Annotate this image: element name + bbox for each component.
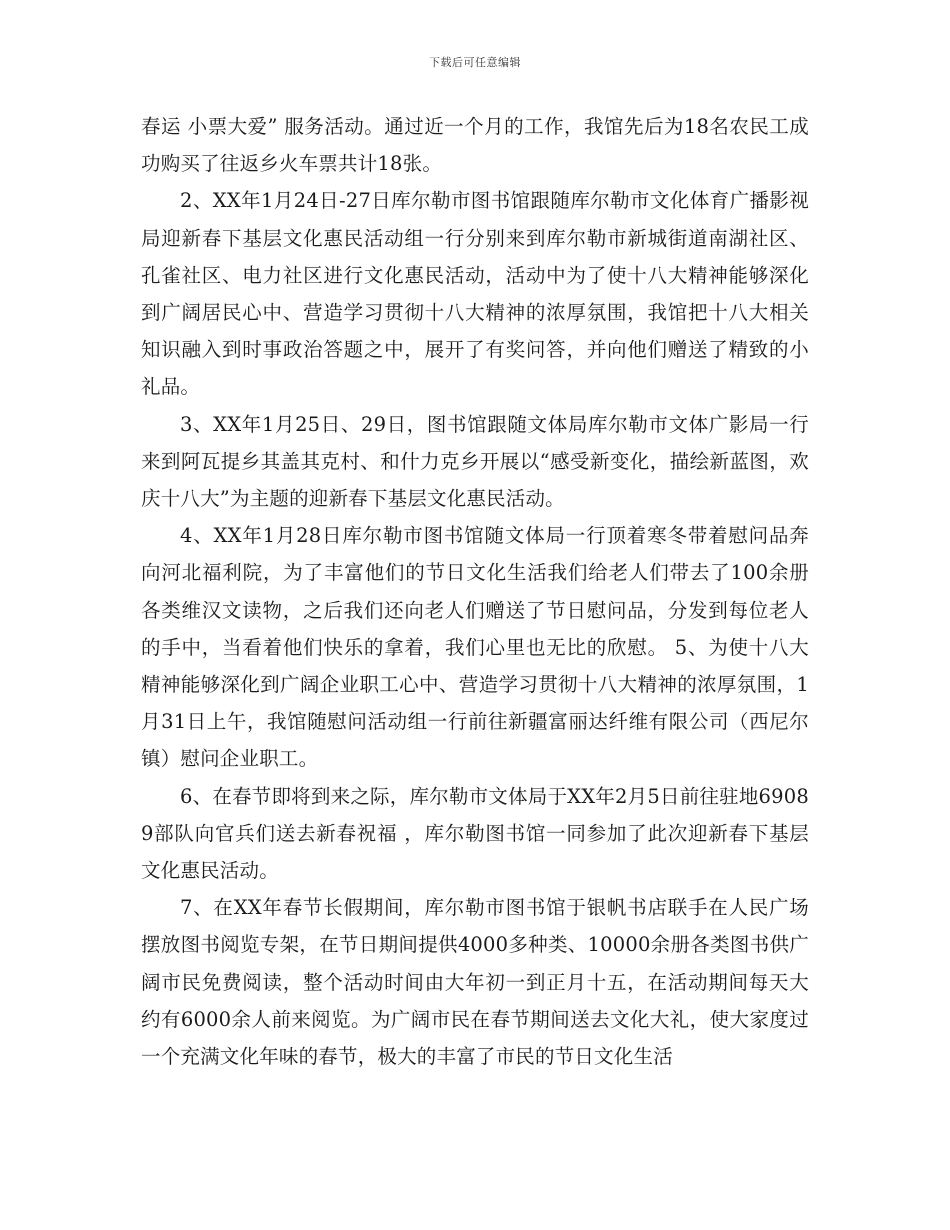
paragraph-item-7: 7、在XX年春节长假期间，库尔勒市图书馆于银帆书店联手在人民广场摆放图书阅览专架，在节日期间提供4000多种类、10000余册各类图书供广阔市民免费阅读，整个活动时间由大年初一到正月十五，在活动期间每天大约有6000余人前来阅览。为广阔市民在春节期间送去文化大礼，使大家度过一个充满文化年味的春节，极大的丰富了市民的节日文化生活 — [141, 896, 809, 1069]
paragraph-item-2: 2、XX年1月24日-27日库尔勒市图书馆跟随库尔勒市文化体育广播影视局迎新春下基层文化惠民活动组一行分别来到库尔勒市新城街道南湖社区、孔雀社区、电力社区进行文化惠民活动，活动中为了使十八大精神能够深化到广阔居民心中、营造学习贯彻十八大精神的浓厚氛围，我馆把十八大相关知识融入到时事政治答题之中，展开了有奖问答，并向他们赠送了精致的小礼品。 — [141, 189, 809, 399]
page-header: 下载后可任意编辑 — [429, 56, 521, 69]
paragraph-item-4-5: 4、XX年1月28日库尔勒市图书馆随文体局一行顶着寒冬带着慰问品奔向河北福利院，为了丰富他们的节日文化生活我们给老人们带去了100余册各类维汉文读物，之后我们还向老人们赠送了节日慰问品，分发到每位老人的手中，当看着他们快乐的拿着，我们心里也无比的欣慰。 5、为使十八大精神能够深化到广阔企业职工心中、营造学习贯彻十八大精神的浓厚氛围，1月31日上午，我馆随慰问活动组一行前往新疆富丽达纤维有限公司（西尼尔镇）慰问企业职工。 — [141, 524, 809, 771]
document-body — [141, 108, 809, 1075]
paragraph-continuation: 春运 小票大爱” 服务活动。通过近一个月的工作，我馆先后为18名农民工成功购买了往返乡火车票共计18张。 — [141, 115, 809, 176]
paragraph-item-3: 3、XX年1月25日、29日，图书馆跟随文体局库尔勒市文体广影局一行来到阿瓦提乡其盖其克村、和什力克乡开展以“感受新变化，描绘新蓝图，欢庆十八大”为主题的迎新春下基层文化惠民活动。 — [141, 412, 809, 511]
paragraph-item-6: 6、在春节即将到来之际，库尔勒市文体局于XX年2月5日前往驻地69089部队向官兵们送去新春祝福 ，库尔勒图书馆一同参加了此次迎新春下基层文化惠民活动。 — [141, 784, 809, 883]
